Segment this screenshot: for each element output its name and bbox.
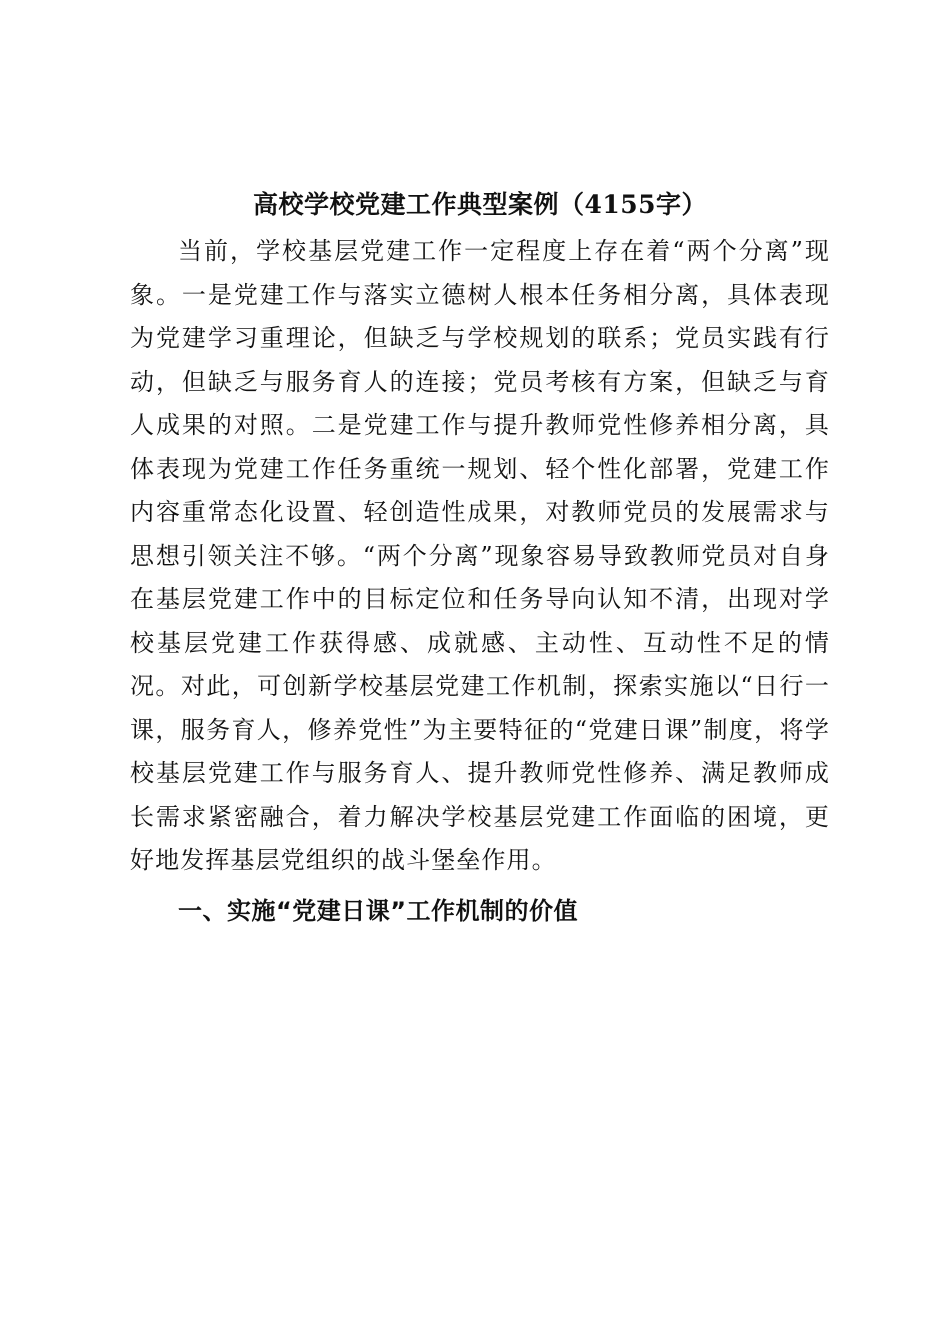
document-page (130, 188, 830, 931)
body-paragraph: 当前，学校基层党建工作一定程度上存在着“两个分离”现象。一是党建工作与落实立德树人根本任务相分离，具体表现为党建学习重理论，但缺乏与学校规划的联系；党员实践有行动，但缺乏与服务育人的连接；党员考核有方案，但缺乏与育人成果的对照。二是党建工作与提升教师党性修养相分离，具体表现为党建工作任务重统一规划、轻个性化部署，党建工作内容重常态化设置、轻创造性成果，对教师党员的发展需求与思想引领关注不够。“两个分离”现象容易导致教师党员对自身在基层党建工作中的目标定位和任务导向认知不清，出现对学校基层党建工作获得感、成就感、主动性、互动性不足的情况。对此，可创新学校基层党建工作机制，探索实施以“日行一课，服务育人，修养党性”为主要特征的“党建日课”制度，将学校基层党建工作与服务育人、提升教师党性修养、满足教师成长需求紧密融合，着力解决学校基层党建工作面临的困境，更好地发挥基层党组织的战斗堡垒作用。 (130, 237, 830, 874)
document-title: 高校学校党建工作典型案例（4155字） (252, 190, 708, 219)
section-heading: 一、实施“党建日课”工作机制的价值 (178, 896, 579, 925)
